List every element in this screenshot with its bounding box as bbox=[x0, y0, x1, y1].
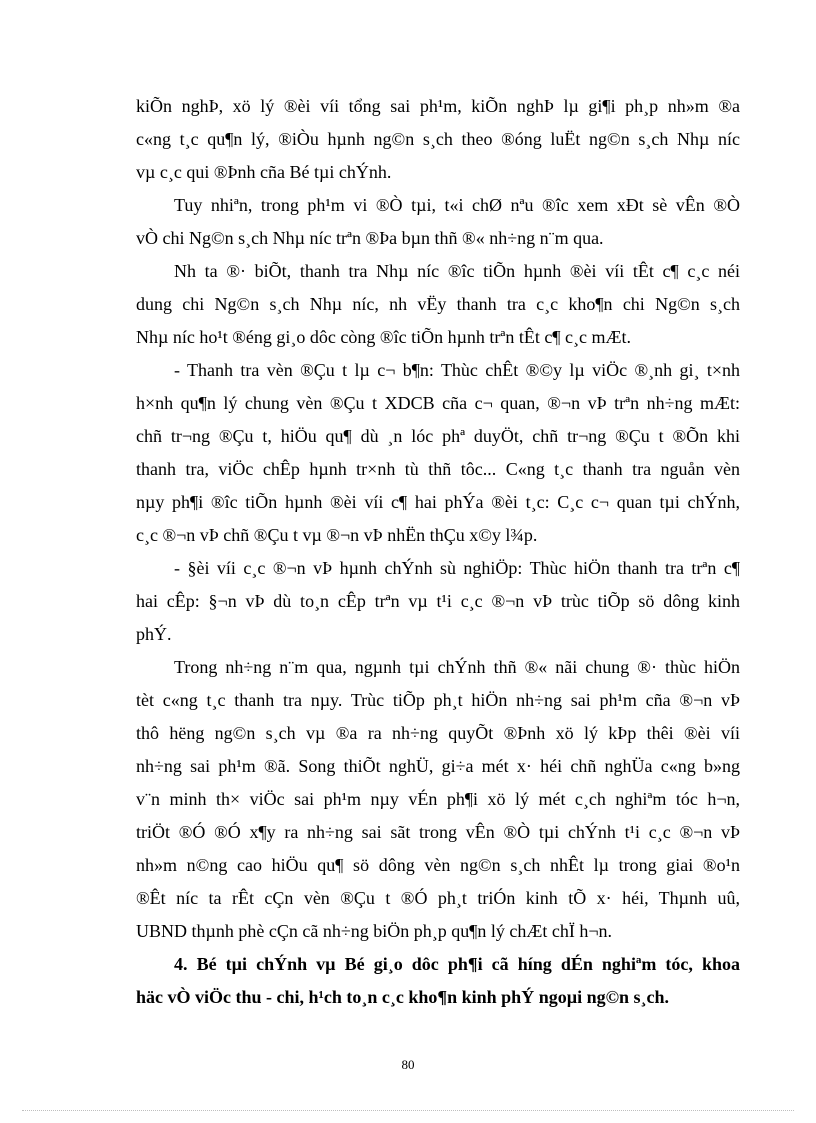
body-text-line: c¸c ®¬n vÞ chñ ®Çu t vµ ®¬n vÞ nhËn thÇu x©y l¾p. bbox=[136, 525, 538, 545]
body-text-line: thanh tra, viÖc chÊp hµnh tr×nh tù thñ tôc... C«ng t¸c thanh tra nguån vèn bbox=[136, 459, 740, 479]
body-text-line: Nhµ níc ho¹t ®éng gi¸o dôc còng ®îc tiÕn hµnh trªn tÊt c¶ c¸c mÆt. bbox=[136, 327, 632, 347]
paragraph-first-line: - §èi víi c¸c ®¬n vÞ hµnh chÝnh sù nghiÖp: Thùc hiÖn thanh tra trªn c¶ bbox=[174, 558, 740, 578]
body-text-line: phÝ. bbox=[136, 624, 172, 644]
paragraph-first-line: Tuy nhiªn, trong ph¹m vi ®Ò tµi, t«i chØ nªu ®îc xem xÐt sè vÊn ®Ò bbox=[174, 195, 740, 215]
body-text-line: vµ c¸c qui ®Þnh cña Bé tµi chÝnh. bbox=[136, 162, 392, 182]
body-text-line: nµy ph¶i ®îc tiÕn hµnh ®èi víi c¶ hai phÝa ®èi t¸c: C¸c c¬ quan tµi chÝnh, bbox=[136, 492, 740, 512]
section-heading-line: häc vÒ viÖc thu - chi, h¹ch to¸n c¸c kho¶n kinh phÝ ngoµi ng©n s¸ch. bbox=[136, 987, 670, 1007]
section-heading-line: 4. Bé tµi chÝnh vµ Bé gi¸o dôc ph¶i cã híng dÉn nghiªm tóc, khoa bbox=[174, 954, 740, 974]
body-text-line: dung chi Ng©n s¸ch Nhµ níc, nh vËy thanh tra c¸c kho¶n chi Ng©n s¸ch bbox=[136, 294, 740, 314]
body-text-line: UBND thµnh phè cÇn cã nh÷ng biÖn ph¸p qu¶n lý chÆt chÏ h¬n. bbox=[136, 921, 612, 941]
body-text-line: ®Êt níc ta rÊt cÇn vèn ®Çu t ®Ó ph¸t triÓn kinh tÕ x· héi, Thµnh uû, bbox=[136, 888, 740, 908]
body-text-line: vÒ chi Ng©n s¸ch Nhµ níc trªn ®Þa bµn thñ ®« nh÷ng n¨m qua. bbox=[136, 228, 604, 248]
body-text-line: nh÷ng sai ph¹m ®ã. Song thiÕt nghÜ, gi÷a mét x· héi chñ nghÜa c«ng b»ng bbox=[136, 756, 740, 776]
body-text-line: thô hëng ng©n s¸ch vµ ®a ra nh÷ng quyÕt ®Þnh xö lý kÞp thêi ®èi víi bbox=[136, 723, 740, 743]
paragraph-first-line: - Thanh tra vèn ®Çu t lµ c¬ b¶n: Thùc chÊt ®©y lµ viÖc ®¸nh gi¸ t×nh bbox=[174, 360, 740, 380]
paragraph-first-line: Trong nh÷ng n¨m qua, ngµnh tµi chÝnh thñ ®« nãi chung ®· thùc hiÖn bbox=[174, 657, 740, 677]
body-text-line: chñ tr¬ng ®Çu t, hiÖu qu¶ dù ¸n lóc phª duyÖt, chñ tr¬ng ®Çu t ®Õn khi bbox=[136, 426, 740, 446]
page-number: 80 bbox=[401, 1057, 415, 1072]
body-text-line: c«ng t¸c qu¶n lý, ®iÒu hµnh ng©n s¸ch theo ®óng luËt ng©n s¸ch Nhµ níc bbox=[136, 129, 740, 149]
body-text-line: v¨n minh th× viÖc sai ph¹m nµy vÉn ph¶i xö lý mét c¸ch nghiªm tóc h¬n, bbox=[136, 789, 740, 809]
body-text-line: h×nh qu¶n lý chung vèn ®Çu t XDCB cña c¬ quan, ®¬n vÞ trªn nh÷ng mÆt: bbox=[136, 393, 740, 413]
body-text-line: nh»m n©ng cao hiÖu qu¶ sö dông vèn ng©n s¸ch nhÊt lµ trong giai ®o¹n bbox=[136, 855, 740, 875]
paragraph-first-line: Nh ta ®· biÕt, thanh tra Nhµ níc ®îc tiÕn hµnh ®èi víi tÊt c¶ c¸c néi bbox=[174, 261, 740, 281]
body-text-line: tèt c«ng t¸c thanh tra nµy. Trùc tiÕp ph¸t hiÖn nh÷ng sai ph¹m cña ®¬n vÞ bbox=[136, 690, 740, 710]
body-text-line: kiÕn nghÞ, xö lý ®èi víi tổng sai ph¹m, kiÕn nghÞ lµ gi¶i ph¸p nh»m ®a bbox=[136, 96, 740, 116]
page-bottom-divider bbox=[22, 1110, 794, 1111]
body-text-line: hai cÊp: §¬n vÞ dù to¸n cÊp trªn vµ t¹i c¸c ®¬n vÞ trùc tiÕp sö dông kinh bbox=[136, 591, 740, 611]
body-text-line: triÖt ®Ó ®Ó x¶y ra nh÷ng sai sãt trong vÊn ®Ò tµi chÝnh t¹i c¸c ®¬n vÞ bbox=[136, 822, 740, 842]
